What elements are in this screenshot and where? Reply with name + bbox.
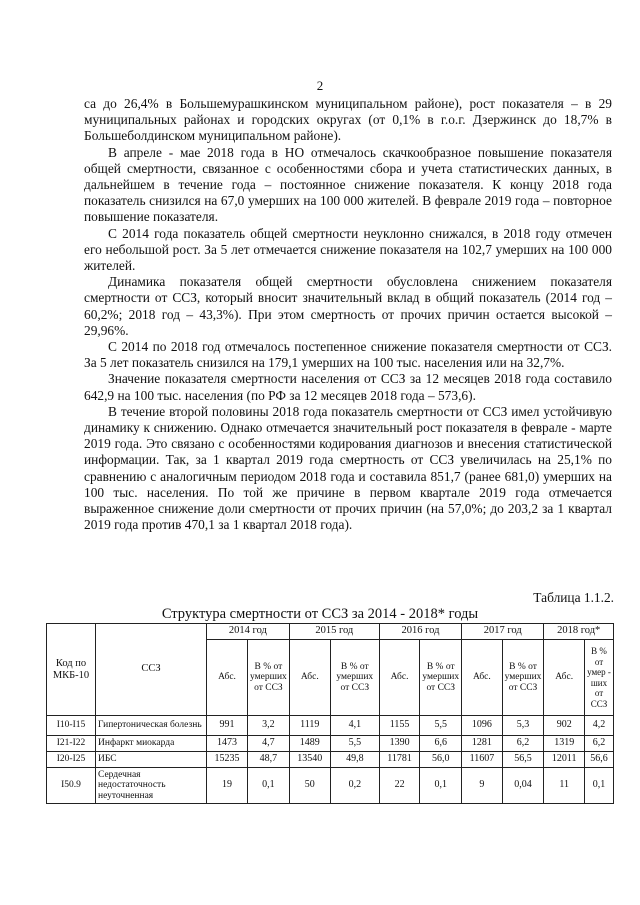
subheader-abs: Абс. [207,640,248,716]
table-row [47,736,614,752]
subheader-abs: Абс. [289,640,330,716]
paragraph: В течение второй половины 2018 года показатель смертности от ССЗ имел устойчивую динамику к снижению. Однако отмечается значительный рост показателя в феврале - марте 2019 года. Это связано с особенностями кодирования диагнозов и внесения статистической информации. Так, за 1 квартал 2019 года смертность от ССЗ увеличилась на 25,1% по сравнению с аналогичным периодом 2018 года и составила 851,7 (ранее 681,0) умерших на 100 тыс. населения. По той же причине в первом квартале 2019 года отмечается выраженное снижение доли смертности от прочих причин (на 57,0%; до 203,2 за 1 квартал 2019 года против 470,1 за 1 квартал 2018 года). [84,403,612,533]
subheader-pct: В % от умерших от ССЗ [248,640,290,716]
table-row [47,752,614,768]
subheader-abs: Абс. [544,640,585,716]
row-name: ИБС [96,752,207,768]
cell-value: 12011 [544,752,585,768]
table-title: Структура смертности от ССЗ за 2014 - 2018* годы [161,606,479,622]
header-year-2015: 2015 год [289,624,379,640]
header-year-2017: 2017 год [462,624,544,640]
paragraph: В апреле - мае 2018 года в НО отмечалось скачкообразное повышение показателя общей смертности, связанное с особенностями сбора и учета статистических данных, в дальнейшем в течение года – постоянное снижение показателя. К концу 2018 года показатель снизился на 67,0 умерших на 100 000 жителей. В феврале 2019 года – повторное повышение показателя. [84,144,612,225]
row-code: I50.9 [47,768,96,804]
cell-value: 13540 [289,752,330,768]
header-code: Код по МКБ-10 [47,624,96,716]
cell-value: 1473 [207,736,248,752]
cell-value: 6,6 [420,736,462,752]
subheader-pct: В % от умерших от ССЗ [420,640,462,716]
cell-value: 56,6 [585,752,614,768]
cell-value: 50 [289,768,330,804]
cell-value: 15235 [207,752,248,768]
cell-value: 1096 [462,716,503,736]
cell-value: 3,2 [248,716,290,736]
cvd-mortality-table [46,623,614,804]
table-header-row [47,624,614,640]
header-year-2014: 2014 год [207,624,290,640]
cell-value: 22 [379,768,420,804]
cell-value: 56,0 [420,752,462,768]
cell-value: 1319 [544,736,585,752]
cell-value: 0,2 [330,768,379,804]
cell-value: 48,7 [248,752,290,768]
row-code: I21-I22 [47,736,96,752]
cell-value: 1281 [462,736,503,752]
cell-value: 0,1 [420,768,462,804]
header-css: ССЗ [96,624,207,716]
row-code: I10-I15 [47,716,96,736]
cell-value: 9 [462,768,503,804]
cell-value: 0,1 [585,768,614,804]
cell-value: 991 [207,716,248,736]
cell-value: 5,3 [502,716,544,736]
cell-value: 11 [544,768,585,804]
table-row [47,716,614,736]
cell-value: 6,2 [502,736,544,752]
paragraph: Значение показателя смертности населения от ССЗ за 12 месяцев 2018 года составило 642,9 на 100 тыс. населения (по РФ за 12 месяцев 2018 года – 573,6). [84,371,612,403]
cell-value: 56,5 [502,752,544,768]
paragraph: С 2014 года показатель общей смертности неуклонно снижался, в 2018 году отмечен его небольшой рост. За 5 лет отмечается снижение показателя на 102,7 умерших на 100 000 жителей. [84,225,612,274]
row-name: Инфаркт миокарда [96,736,207,752]
subheader-pct: В % от умер - ших от ССЗ [585,640,614,716]
table-row [47,768,614,804]
body-text [84,96,612,533]
cell-value: 5,5 [420,716,462,736]
row-code: I20-I25 [47,752,96,768]
cell-value: 0,04 [502,768,544,804]
subheader-pct: В % от умерших от ССЗ [502,640,544,716]
cell-value: 1155 [379,716,420,736]
cell-value: 11607 [462,752,503,768]
paragraph: Динамика показателя общей смертности обусловлена снижением показателя смертности от ССЗ, который вносит значительный вклад в общий показатель (2014 год – 60,2%; 2018 год – 43,3%). При этом смертность от прочих причин остается высокой – 29,96%. [84,274,612,338]
cell-value: 1390 [379,736,420,752]
subheader-abs: Абс. [462,640,503,716]
cell-value: 1119 [289,716,330,736]
cell-value: 4,1 [330,716,379,736]
cell-value: 4,2 [585,716,614,736]
table-label: Таблица 1.1.2. [533,590,614,605]
row-name: Сердечная недостаточность неуточненная [96,768,207,804]
cell-value: 1489 [289,736,330,752]
cell-value: 19 [207,768,248,804]
subheader-pct: В % от умерших от ССЗ [330,640,379,716]
cell-value: 49,8 [330,752,379,768]
subheader-abs: Абс. [379,640,420,716]
cell-value: 11781 [379,752,420,768]
page-number: 2 [316,78,324,93]
paragraph: С 2014 по 2018 год отмечалось постепенное снижение показателя смертности от ССЗ. За 5 лет показатель снизился на 179,1 умерших на 100 тыс. населения или на 32,7%. [84,339,612,371]
cell-value: 5,5 [330,736,379,752]
cell-value: 0,1 [248,768,290,804]
cell-value: 6,2 [585,736,614,752]
cell-value: 4,7 [248,736,290,752]
cell-value: 902 [544,716,585,736]
header-year-2018: 2018 год* [544,624,614,640]
paragraph: са до 26,4% в Большемурашкинском муниципальном районе), рост показателя – в 29 муниципальных районах и городских округах (от 0,1% в г.о.г. Дзержинск до 18,7% в Большеболдинском муниципальном районе). [84,96,612,144]
row-name: Гипертоническая болезнь [96,716,207,736]
header-year-2016: 2016 год [379,624,461,640]
